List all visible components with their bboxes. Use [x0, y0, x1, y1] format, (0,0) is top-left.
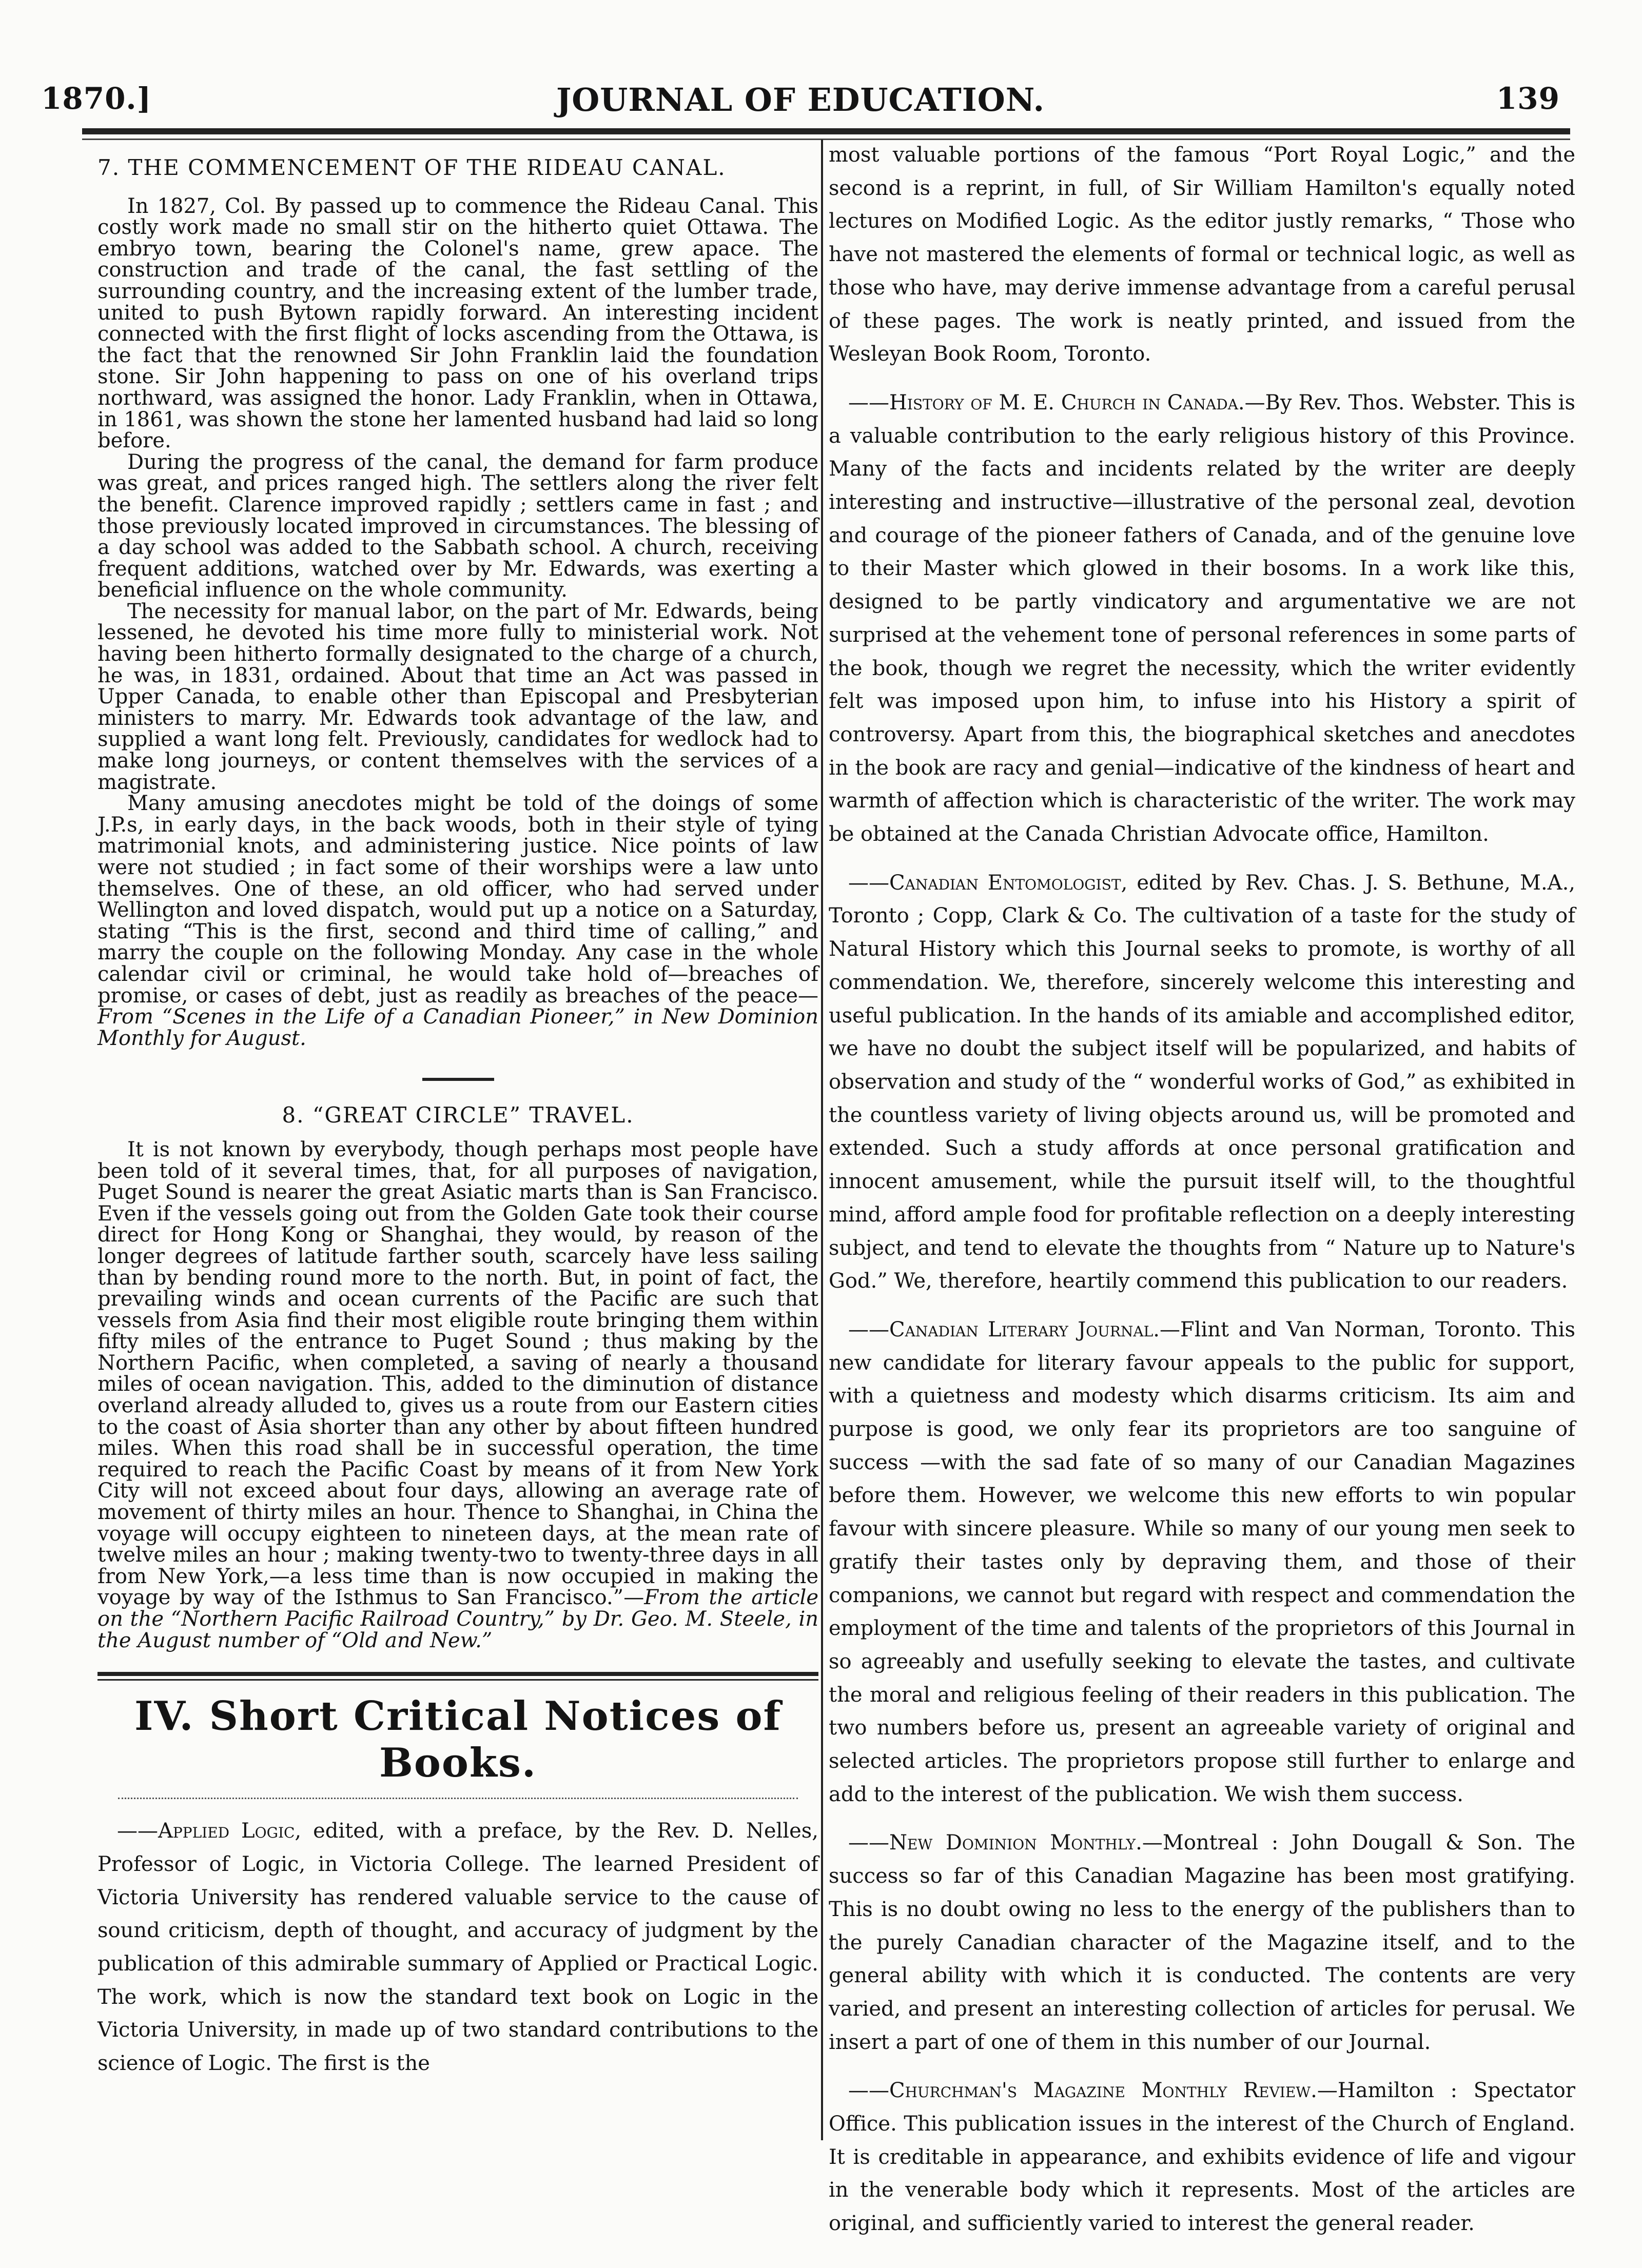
reviews-right	[829, 139, 1575, 2240]
paragraph: most valuable portions of the famous “Port Royal Logic,” and the second is a reprint, in full, of Sir William Hamilton's equally noted lectures on Modified Logic. As the editor justly remarks, “ Those who have not mastered the elements of formal or technical logic, as well as those who have, may derive immense advantage from a careful perusal of these pages. The work is neatly printed, and issued from the Wesleyan Book Room, Toronto.	[829, 143, 1575, 366]
section-iv-banner	[97, 1672, 818, 1799]
paragraph	[97, 1139, 818, 1651]
right-column	[829, 139, 1575, 2240]
header-year: 1870.]	[41, 81, 152, 116]
paragraph-text: It is not known by everybody, though perhaps most people have been told of it several times, that, for all purposes of navigation, Puget Sound is nearer the great Asiatic marts than is San Francisco. Even if the vessels going out from the Golden Gate took their course direct for Hong Kong or Shanghai, they would, by reason of the longer degrees of latitude farther south, scarcely have less sailing than by bending round more to the north. But, in point of fact, the prevailing winds and ocean currents of the Pacific are such that vessels from Asia find their most eligible route bringing them within fifty miles of the entrance to Puget Sound ; thus making by the Northern Pacific, when completed, a saving of nearly a thousand miles of ocean navigation. This, added to the diminution of distance overland already alluded to, gives us a route from our Eastern cities to the coast of Asia shorter than any other by about fifteen hundred miles. When this road shall be in successful operation, the time required to reach the Pacific Coast by means of it from New York City will not exceed about four days, allowing an average rate of movement of thirty miles an hour. Thence to Shanghai, in China the voyage will occupy eighteen to nineteen days, at the mean rate of twelve miles an hour ; making twenty-two to twenty-three days in all from New York,—a less time than is now occupied in making the voyage by way of the Isthmus to San Francisco.”—	[97, 1137, 818, 1610]
header-journal-title: JOURNAL OF EDUCATION.	[556, 81, 1045, 119]
review-text: edited, with a preface, by the Rev. D. Nelles, Professor of Logic, in Victoria College. The learned President of Victoria University has rendered valuable service to the cause of sound criticism, depth of thought, and accuracy of judgment by the publication of this admirable summary of Applied or Practical Logic. The work, which is now the standard text book on Logic in the Victoria University, in made up of two standard contributions to the science of Logic. The first is the	[97, 1819, 818, 2076]
review-text: —Flint and Van Norman, Toronto. This new candidate for literary favour appeals to the public for support, with a quietness and modesty which disarms criticism. Its aim and purpose is good, we only fear its proprietors are too sanguine of success —with the sad fate of so many of our Canadian Magazines before them. However, we welcome this new efforts to win popular favour with sincere pleasure. While so many of our young men seek to gratify their tastes only by depraving them, and those of their companions, we cannot but regard with respect and commendation the employment of the time and talents of the proprietors of this Journal in so agreeably and usefully seeking to elevate the tastes, and cultivate the moral and religious feeling of their readers in this publication. The two numbers before us, present an agreeable variety of original and selected articles. The proprietors propose still further to enlarge and add to the interest of the publication. We wish them success.	[829, 1317, 1575, 1806]
section-separator	[422, 1078, 494, 1081]
article-rideau-canal	[97, 157, 818, 1049]
wavy-rule	[118, 1798, 798, 1799]
paragraph	[97, 1815, 818, 2080]
paragraph-text: Many amusing anecdotes might be told of the doings of some J.P.s, in early days, in the back woods, both in their style of tying matrimonial knots, and administering justice. Nice points of law were not studied ; in fact some of their worships were a law unto themselves. One of these, an old officer, who had served under Wellington and loved dispatch, would put up a notice on a Saturday, stating “This is the first, second and third time of calling,” and marry the couple on the following Monday. Any case in the whole calendar civil or criminal, he would take hold of—breaches of promise, or cases of debt, just as readily as breaches of the peace—	[97, 792, 818, 1008]
review-canadian-entomologist	[829, 866, 1575, 1298]
review-text: edited by Rev. Chas. J. S. Bethune, M.A., Toronto ; Copp, Clark & Co. The cultivation of a taste for the study of Natural History which this Journal seeks to promote, is worthy of all commendation. We, therefore, sincerely welcome this interesting and useful publication. In the hands of its amiable and accomplished editor, we have no doubt the subject itself will be popularized, and habits of observation and study of the “ wonderful works of God,” as exhibited in the countless variety of living objects around us, will be promoted and extended. Such a study affords at once personal gratification and innocent amusement, while the pursuit itself will, to the thoughtful mind, afford ample food for profitable reflection on a deeply interesting subject, and tend to elevate the thoughts from “ Nature up to Nature's God.” We, therefore, heartily commend this publication to our readers.	[829, 871, 1575, 1293]
source-citation: From “Scenes in the Life of a Canadian Pioneer,” in New Dominion Monthly for August.	[97, 1005, 818, 1050]
review-churchmans-magazine	[829, 2074, 1575, 2240]
column-divider	[821, 140, 823, 2140]
section-rule-thick	[97, 1672, 818, 1676]
review-canadian-literary-journal	[829, 1313, 1575, 1811]
review-title: ——Applied Logic,	[117, 1819, 302, 1843]
article-great-circle	[97, 1102, 819, 1652]
review-new-dominion-monthly	[829, 1826, 1575, 2059]
left-column	[97, 139, 818, 2080]
review-applied-logic	[97, 1815, 818, 2080]
header-page-number: 139	[1496, 81, 1560, 116]
review-title: ——History of M. E. Church in Canada.	[848, 390, 1245, 415]
paragraph: During the progress of the canal, the demand for farm produce was great, and prices ranged high. The settlers along the river felt the benefit. Clarence improved rapidly ; settlers came in fast ; and those previously located improved in circumstances. The blessing of a day school was added to the Sabbath school. A church, receiving frequent additions, watched over by Mr. Edwards, was exerting a beneficial influence on the whole community.	[97, 450, 818, 602]
review-history-me-church	[829, 386, 1575, 851]
review-title: ——Canadian Entomologist,	[848, 871, 1128, 895]
review-title: ——New Dominion Monthly.	[848, 1831, 1142, 1855]
review-title: ——Churchman's Magazine Monthly Review.	[848, 2079, 1317, 2103]
review-title: ——Canadian Literary Journal.	[848, 1317, 1160, 1342]
source-citation: From the article on the “Northern Pacific Railroad Country,” by Dr. Geo. M. Steele, in the August number of “Old and New.”	[97, 1586, 819, 1652]
review-text: —Montreal : John Dougall & Son. The success so far of this Canadian Magazine has been most gratifying. This is no doubt owing no less to the energy of the publishers than to the purely Canadian character of the Magazine itself, and to the general ability with which it is conducted. The contents are very varied, and present an interesting collection of articles for perusal. We insert a part of one of them in this number of our Journal.	[829, 1831, 1575, 2054]
section-heading-rideau: 7. THE COMMENCEMENT OF THE RIDEAU CANAL.	[97, 155, 726, 180]
section-rule-thin	[97, 1679, 818, 1681]
section-heading-great-circle: 8. “GREAT CIRCLE” TRAVEL.	[282, 1102, 634, 1128]
review-text: —By Rev. Thos. Webster. This is a valuable contribution to the early religious history of this Province. Many of the facts and incidents related by the writer are deeply interesting and instructive—illustrative of the personal zeal, devotion and courage of the pioneer fathers of Canada, and of the genuine love to their Master which glowed in their bosoms. In a work like this, designed to be partly vindicatory and argumentative we are not surprised at the vehement tone of personal references in some parts of the book, though we regret the necessity, which the writer evidently felt was imposed upon him, to infuse into his History a spirit of controversy. Apart from this, the biographical sketches and anecdotes in the book are racy and genial—indicative of the kindness of heart and warmth of affection which is characteristic of the writer. The work may be obtained at the Canada Christian Advocate office, Hamilton.	[829, 390, 1575, 846]
header-rule	[82, 128, 1570, 134]
section-iv-heading: IV. Short Critical Notices of Books.	[134, 1693, 782, 1787]
paragraph: The necessity for manual labor, on the part of Mr. Edwards, being lessened, he devoted his time more fully to ministerial work. Not having been hitherto formally designated to the charge of a church, he was, in 1831, ordained. About that time an Act was passed in Upper Canada, to enable other than Episcopal and Presbyterian ministers to marry. Mr. Edwards took advantage of the law, and supplied a want long felt. Previously, candidates for wedlock had to make long journeys, or content themselves with the services of a magistrate.	[97, 599, 818, 794]
review-text: —Hamilton : Spectator Office. This publication issues in the interest of the Church of England. It is creditable in appearance, and exhibits evidence of life and vigour in the venerable body which it represents. Most of the articles are original, and sufficiently varied to interest the general reader.	[829, 2079, 1576, 2236]
paragraph	[97, 793, 818, 1049]
paragraph: In 1827, Col. By passed up to commence the Rideau Canal. This costly work made no small stir on the hitherto quiet Ottawa. The embryo town, bearing the Colonel's name, grew apace. The construction and trade of the canal, the fast settling of the surrounding country, and the increasing extent of the lumber trade, united to push Bytown rapidly forward. An interesting incident connected with the first flight of locks ascending from the Ottawa, is the fact that the renowned Sir John Franklin laid the foundation stone. Sir John happening to pass on one of his overland trips northward, was assigned the honor. Lady Franklin, when in Ottawa, in 1861, was shown the stone her lamented husband had laid so long before.	[97, 194, 818, 453]
